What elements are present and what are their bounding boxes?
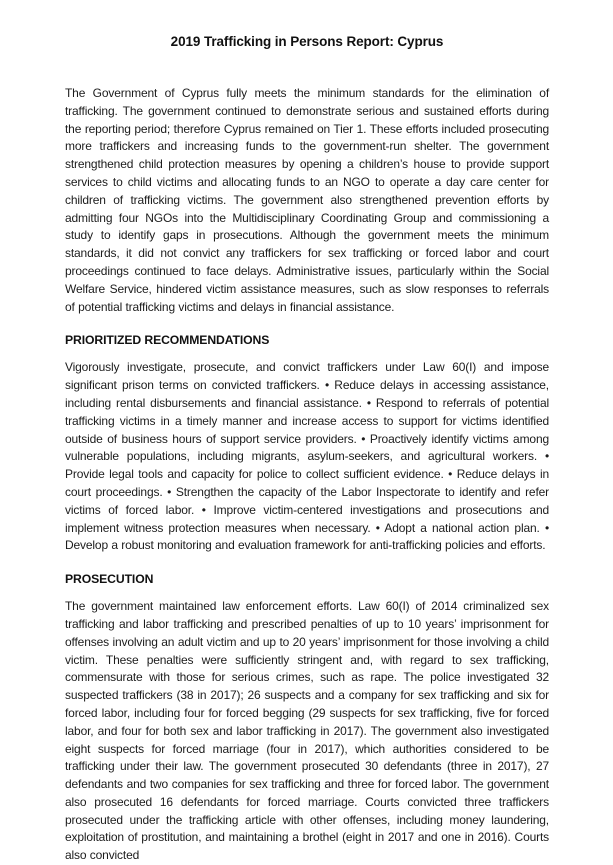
prosecution-paragraph: The government maintained law enforcement efforts. Law 60(I) of 2014 criminalized sex trafficking and labor trafficking and prescribed penalties of up to 10 years’ imprisonment for offenses involving an adult victim and up to 20 years’ imprisonment for those involving a child victim. These penalties were sufficiently stringent and, with regard to sex trafficking, commensurate with those for serious crimes, such as rape. The police investigated 32 suspected traffickers (38 in 2017); 26 suspects and a company for sex trafficking and six for forced labor, including four for forced begging (29 suspects for sex trafficking, five for forced labor, and four for both sex and labor trafficking in 2017). The government also investigated eight suspects for forced marriage (four in 2017), which authorities considered to be trafficking under their law. The government prosecuted 30 defendants (three in 2017), 27 defendants and two companies for sex trafficking and three for forced labor. The government also prosecuted 16 defendants for forced marriage. Courts convicted three traffickers prosecuted under the trafficking article with other offenses, including money laundering, exploitation of prostitution, and maintaining a brothel (eight in 2017 and one in 2016). Courts also convicted — [65, 599, 549, 863]
intro-paragraph: The Government of Cyprus fully meets the minimum standards for the elimination of trafficking. The government continued to demonstrate serious and sustained efforts during the reporting period; therefore Cyprus remained on Tier 1. These efforts included prosecuting more traffickers and increasing funds to the government-run shelter. The government strengthened child protection measures by opening a children’s house to provide support services to child victims and allocating funds to an NGO to operate a day care center for children of trafficking victims. The government also strengthened prevention efforts by admitting four NGOs into the Multidisciplinary Coordinating Group and commissioning a study to identify gaps in prosecutions. Although the government meets the minimum standards, it did not convict any traffickers for sex trafficking or forced labor and court proceedings continued to face delays. Administrative issues, particularly within the Social Welfare Service, hindered victim assistance measures, such as slow responses to referrals of potential trafficking victims and delays in financial assistance. — [65, 86, 549, 314]
section-heading-prosecution: PROSECUTION — [65, 572, 154, 587]
document-title: 2019 Trafficking in Persons Report: Cyprus — [170, 34, 444, 49]
prioritized-recommendations-paragraph: Vigorously investigate, prosecute, and convict traffickers under Law 60(I) and impose significant prison terms on convicted traffickers. • Reduce delays in accessing assistance, including rental disbursements and financial assistance. • Respond to referrals of potential trafficking victims in a timely manner and increase access to support for victims identified outside of business hours of support service providers. • Proactively identify victims among vulnerable populations, including migrants, asylum-seekers, and agricultural workers. • Provide legal tools and capacity for police to collect sufficient evidence. • Reduce delays in court proceedings. • Strengthen the capacity of the Labor Inspectorate to identify and refer victims of forced labor. • Improve victim-centered investigations and prosecutions and implement witness protection measures when necessary. • Adopt a national action plan. • Develop a robust monitoring and evaluation framework for anti-trafficking policies and efforts. — [65, 360, 549, 553]
section-heading-prioritized-recommendations: PRIORITIZED RECOMMENDATIONS — [65, 333, 270, 348]
